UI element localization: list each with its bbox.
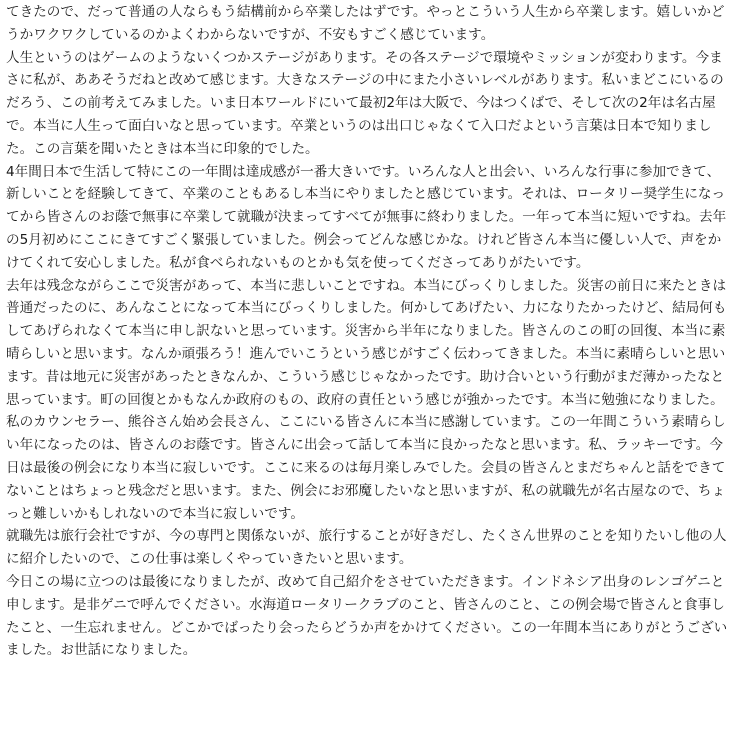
paragraph-four-years-in-japan: 4年間日本で生活して特にこの一年間は達成感が一番大きいです。いろんな人と出会い、いろんな行事に参加できて、新しいことを経験してきて、卒業のこともあるし本当にやりましたと感じています。それは、ロータリー奨学生になってから皆さんのお蔭で無事に卒業して就職が決まってすべてが無事に終わりました。一年って本当に短いですね。去年の5月初めにここにきてすごく緊張していました。例会ってどんな感じかな。けれど皆さん本当に優しい人で、声をかけてくれて安心しました。私が食べられないものとかも気を使ってくださってありがたいです。 bbox=[6, 163, 727, 271]
paragraph-disaster: 去年は残念ながらここで災害があって、本当に悲しいことですね。本当にびっくりしました。災害の前日に来たときは普通だったのに、あんなことになって本当にびっくりしました。何かしてあげたい、力になりたかったけど、結局何もしてあげられなくて本当に申し訳ないと思っています。災害から半年になりました。皆さんのこの町の回復、本当に素晴らしいと思います。なんか頑張ろう！進んでいこうという感じがすごく伝わってきました。本当に素晴らしいと思います。昔は地元に災害があったときなんか、こういう感じじゃなかったです。助け合いという行動がまだ薄かったなと思っています。町の回復とかもなんか政府のもの、政府の責任という感じが強かったです。本当に勉強になりました。 bbox=[6, 277, 727, 408]
paragraph-farewell: 今日この場に立つのは最後になりましたが、改めて自己紹介をさせていただきます。インドネシア出身のレンゴゲニと申します。是非ゲニで呼んでください。水海道ロータリークラブのこと、皆さんのこと、この例会場で皆さんと食事したこと、一生忘れません。どこかでばったり会ったらどうか声をかけてください。この一年間本当にありがとうございました。お世話になりました。 bbox=[6, 573, 728, 659]
paragraph-thanks: 私のカウンセラー、熊谷さん始め会長さん、ここにいる皆さんに本当に感謝しています。この一年間こういう素晴らしい年になったのは、皆さんのお蔭です。皆さんに出会って話して本当に良かったなと思います。私、ラッキーです。今日は最後の例会になり本当に寂しいです。ここに来るのは毎月楽しみでした。会員の皆さんとまだちゃんと話をできてないことはちょっと残念だと思います。また、例会にお邪魔したいなと思いますが、私の就職先が名古屋なので、ちょっと難しいかもしれないので本当に寂しいです。 bbox=[6, 414, 726, 522]
paragraph-graduation-feelings: てきたので、だって普通の人ならもう結構前から卒業したはずです。やっとこういう人生から卒業します。嬉しいかどうかワクワクしているのかよくわからないですが、不安もすごく感じています。 bbox=[6, 4, 725, 43]
paragraph-new-job: 就職先は旅行会社ですが、今の専門と関係ないが、旅行することが好きだし、たくさん世界のことを知りたいし他の人に紹介したいので、この仕事は楽しくやっていきたいと思います。 bbox=[6, 528, 727, 568]
paragraph-life-stages: 人生というのはゲームのようないくつかステージがあります。その各ステージで環境やミッションが変わります。今まさに私が、ああそうだねと改めて感じます。大きなステージの中にまた小さいレベルがあります。私いまどこにいるのだろう、この前考えてみました。いま日本ワールドにいて最初2年は大阪で、今はつくばで、そして次の2年は名古屋で。本当に人生って面白いなと思っています。卒業というのは出口じゃなくて入口だよという言葉は日本で知りました。この言葉を聞いたときは本当に印象的でした。 bbox=[6, 49, 724, 157]
